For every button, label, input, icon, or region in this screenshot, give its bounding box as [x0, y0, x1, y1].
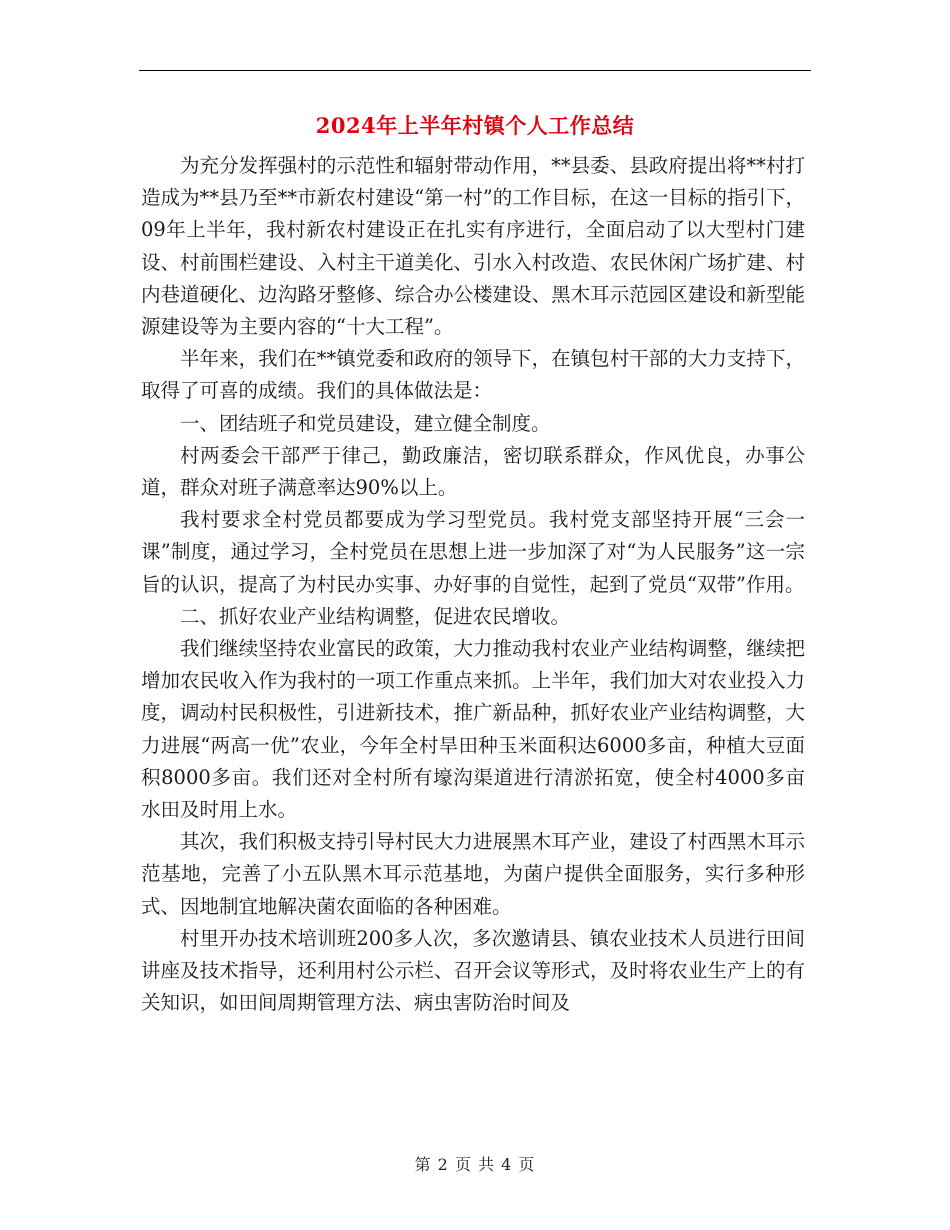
- section-heading: 一、团结班子和党员建设，建立健全制度。: [180, 411, 551, 435]
- section-heading: 二、抓好农业产业结构调整，促进农民增收。: [180, 604, 571, 628]
- paragraph: 村两委会干部严于律己，勤政廉洁，密切联系群众，作风优良，办事公道，群众对班子满意率达90%以上。: [141, 443, 805, 500]
- document-title: 2024年上半年村镇个人工作总结: [315, 113, 635, 138]
- document-body: [141, 150, 805, 1019]
- paragraph: 为充分发挥强村的示范性和辐射带动作用，**县委、县政府提出将**村打造成为**县乃至**市新农村建设“第一村”的工作目标，在这一目标的指引下，09年上半年，我村新农村建设正在扎实有序进行，全面启动了以大型村门建设、村前围栏建设、入村主干道美化、引水入村改造、农民休闲广场扩建、村内巷道硬化、边沟路牙整修、综合办公楼建设、黑木耳示范园区建设和新型能源建设等为主要内容的“十大工程”。: [141, 154, 805, 339]
- paragraph: 我村要求全村党员都要成为学习型党员。我村党支部坚持开展“三会一课”制度，通过学习，全村党员在思想上进一步加深了对“为人民服务”这一宗旨的认识，提高了为村民办实事、办好事的自觉性，起到了党员“双带”作用。: [141, 508, 805, 596]
- page-number-footer: 第 2 页 共 4 页: [414, 1155, 536, 1174]
- paragraph: 我们继续坚持农业富民的政策，大力推动我村农业产业结构调整，继续把增加农民收入作为我村的一项工作重点来抓。上半年，我们加大对农业投入力度，调动村民积极性，引进新技术，推广新品种，抓好农业产业结构调整，大力进展“两高一优”农业，今年全村旱田种玉米面积达6000多亩，种植大豆面积8000多亩。我们还对全村所有壕沟渠道进行清淤拓宽，使全村4000多亩水田及时用上水。: [141, 637, 805, 822]
- paragraph: 其次，我们积极支持引导村民大力进展黑木耳产业，建设了村西黑木耳示范基地，完善了小五队黑木耳示范基地，为菌户提供全面服务，实行多种形式、因地制宜地解决菌农面临的各种困难。: [141, 830, 805, 918]
- paragraph: 半年来，我们在**镇党委和政府的领导下，在镇包村干部的大力支持下，取得了可喜的成绩。我们的具体做法是：: [141, 347, 805, 403]
- paragraph: 村里开办技术培训班200多人次，多次邀请县、镇农业技术人员进行田间讲座及技术指导，还利用村公示栏、召开会议等形式，及时将农业生产上的有关知识，如田间周期管理方法、病虫害防治时间及: [141, 926, 805, 1015]
- header-rule: [139, 70, 811, 71]
